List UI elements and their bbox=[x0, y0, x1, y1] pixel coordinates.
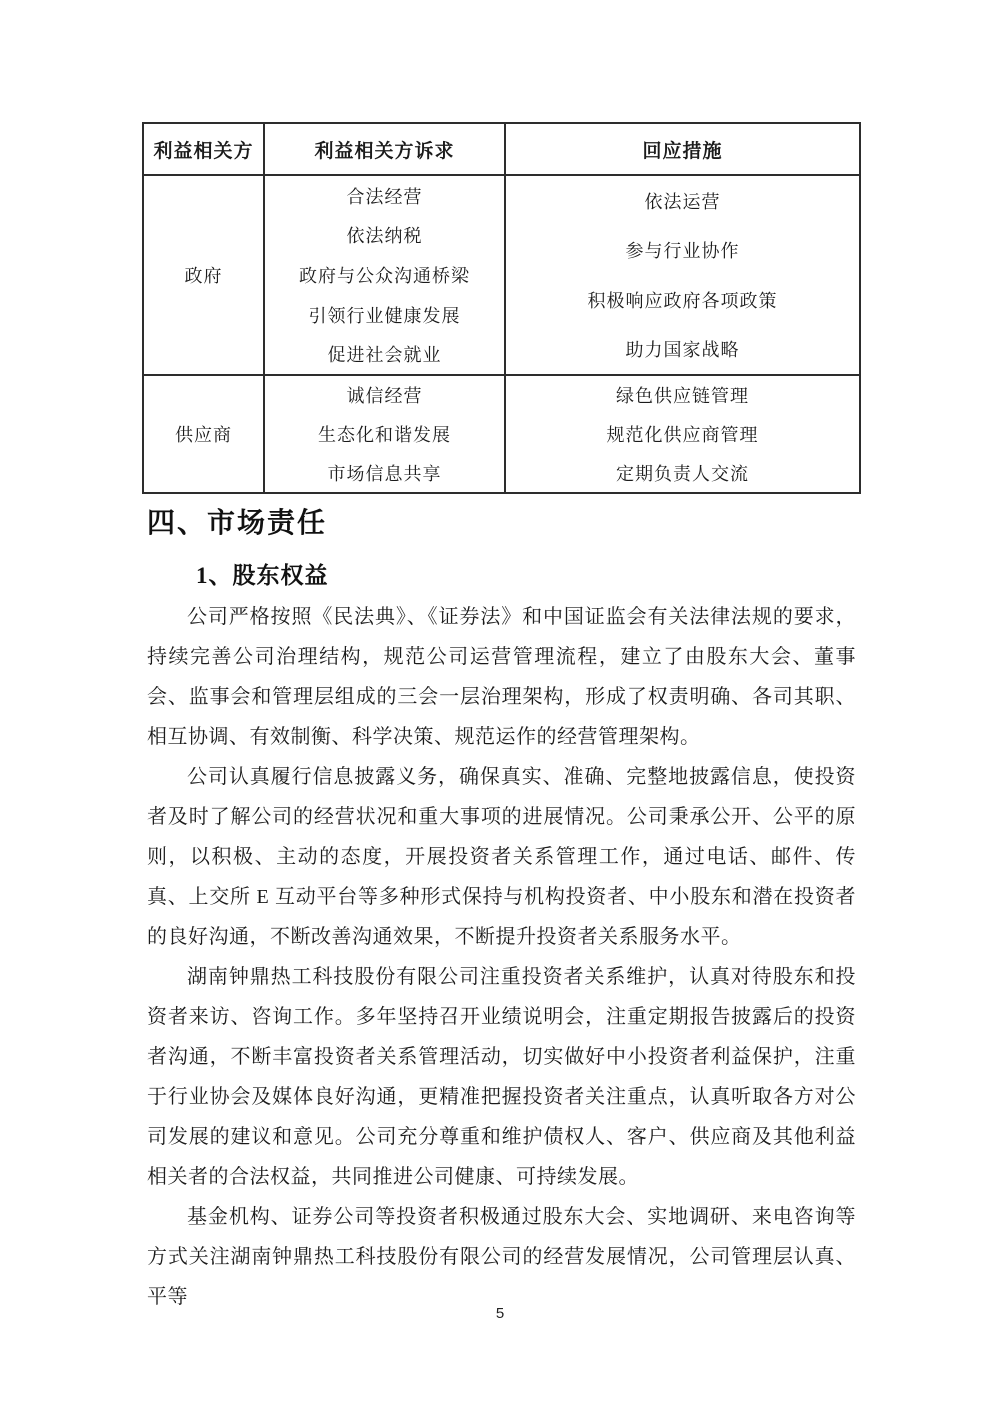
demand-item: 市场信息共享 bbox=[327, 463, 442, 484]
demand-item: 合法经营 bbox=[346, 186, 423, 207]
table-row-government bbox=[143, 175, 860, 375]
section-title: 四、市场责任 bbox=[147, 507, 328, 538]
subsection-title: 1、股东权益 bbox=[196, 563, 329, 588]
header-stakeholder: 利益相关方 bbox=[143, 123, 264, 175]
responses-cell bbox=[505, 175, 860, 375]
paragraph: 基金机构、证券公司等投资者积极通过股东大会、实地调研、来电咨询等方式关注湖南钟鼎热工科技股份有限公司的经营发展情况，公司管理层认真、平等 bbox=[147, 1206, 856, 1308]
demands-list bbox=[265, 176, 504, 374]
demand-item: 诚信经营 bbox=[346, 386, 423, 407]
page-number: 5 bbox=[495, 1305, 505, 1322]
paragraph: 湖南钟鼎热工科技股份有限公司注重投资者关系维护，认真对待股东和投资者来访、咨询工作。多年坚持召开业绩说明会，注重定期报告披露后的投资者沟通，不断丰富投资者关系管理活动，切实做好中小投资者利益保护，注重于行业协会及媒体良好沟通，更精准把握投资者关注重点，认真听取各方对公司发展的建议和意见。公司充分尊重和维护债权人、客户、供应商及其他利益相关者的合法权益，共同推进公司健康、可持续发展。 bbox=[147, 966, 856, 1188]
table-row-supplier bbox=[143, 375, 860, 493]
demands-cell bbox=[264, 375, 505, 493]
response-item: 积极响应政府各项政策 bbox=[587, 290, 778, 311]
stakeholder-cell: 政府 bbox=[143, 175, 264, 375]
response-item: 助力国家战略 bbox=[625, 340, 740, 361]
responses-cell bbox=[505, 375, 860, 493]
demands-list bbox=[265, 376, 504, 492]
table-header-row bbox=[143, 123, 860, 175]
stakeholder-cell: 供应商 bbox=[143, 375, 264, 493]
demand-item: 政府与公众沟通桥梁 bbox=[299, 265, 470, 286]
demand-item: 促进社会就业 bbox=[327, 345, 442, 366]
demand-item: 依法纳税 bbox=[346, 226, 423, 247]
header-demands: 利益相关方诉求 bbox=[264, 123, 505, 175]
response-item: 规范化供应商管理 bbox=[606, 424, 759, 445]
demand-item: 生态化和谐发展 bbox=[318, 424, 451, 445]
stakeholder-table bbox=[142, 122, 861, 494]
paragraph: 公司严格按照《民法典》、《证券法》和中国证监会有关法律法规的要求，持续完善公司治理结构，规范公司运营管理流程，建立了由股东大会、董事会、监事会和管理层组成的三会一层治理架构，形成了权责明确、各司其职、相互协调、有效制衡、科学决策、规范运作的经营管理架构。 bbox=[147, 606, 856, 748]
response-item: 依法运营 bbox=[644, 191, 721, 212]
demands-cell bbox=[264, 175, 505, 375]
response-item: 定期负责人交流 bbox=[616, 463, 749, 484]
response-item: 绿色供应链管理 bbox=[616, 386, 749, 407]
response-item: 参与行业协作 bbox=[625, 241, 740, 262]
body-text bbox=[147, 597, 856, 1317]
demand-item: 引领行业健康发展 bbox=[308, 305, 461, 326]
responses-list bbox=[506, 376, 859, 492]
header-responses: 回应措施 bbox=[505, 123, 860, 175]
paragraph: 公司认真履行信息披露义务，确保真实、准确、完整地披露信息，使投资者及时了解公司的经营状况和重大事项的进展情况。公司秉承公开、公平的原则，以积极、主动的态度，开展投资者关系管理工作，通过电话、邮件、传真、上交所 E 互动平台等多种形式保持与机构投资者、中小股东和潜在投资者的良好沟通，不断改善沟通效果，不断提升投资者关系服务水平。 bbox=[147, 766, 856, 948]
responses-list bbox=[506, 176, 859, 374]
